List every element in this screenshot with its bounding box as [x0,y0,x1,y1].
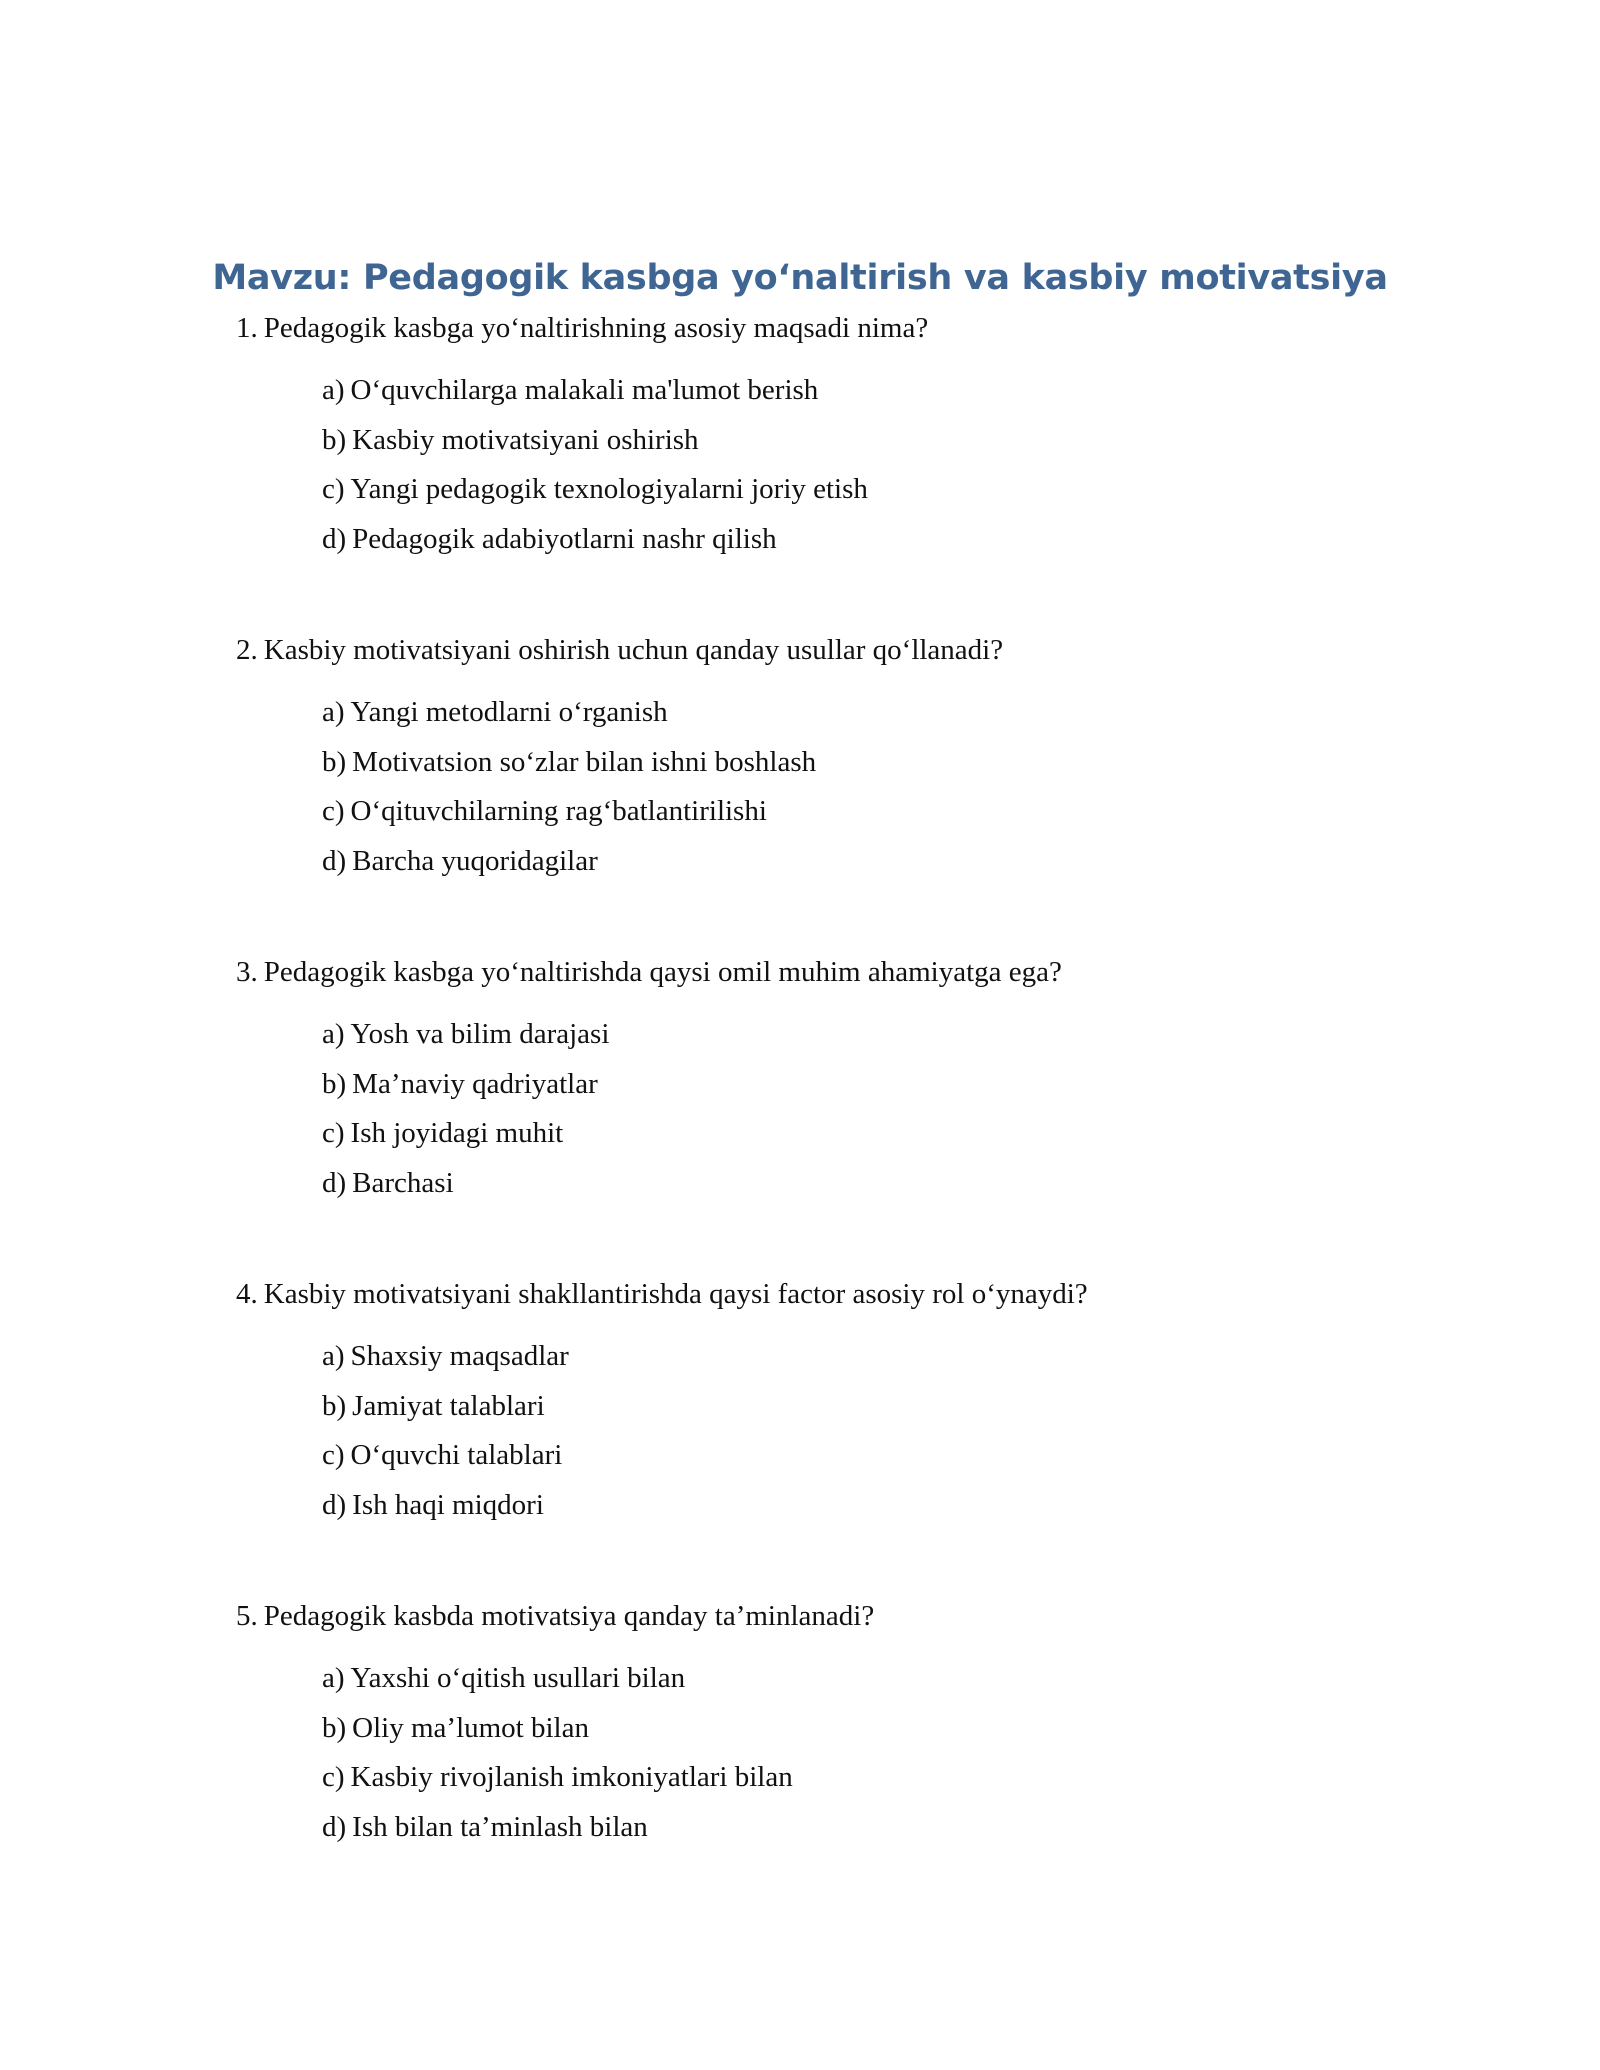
option-text: Yangi metodlarni o‘rganish [350,696,668,728]
question-number: 4. [236,1278,258,1310]
option-c [322,1109,1522,1159]
option-letter: a) [322,1340,345,1372]
option-b [322,416,1522,466]
option-letter: b) [322,745,347,778]
option-text: Ish haqi miqdori [352,1488,544,1521]
option-text: Kasbiy motivatsiyani oshirish [352,423,699,456]
option-d [322,515,1522,565]
option-letter: a) [322,696,345,728]
question-label: Kasbiy motivatsiyani oshirish uchun qanday usullar qo‘llanadi? [263,634,1004,666]
option-text: Ma’naviy qadriyatlar [352,1067,598,1100]
options-list [322,366,1522,564]
option-text: Barcha yuqoridagilar [352,844,598,877]
question-label: Pedagogik kasbda motivatsiya qanday ta’minlanadi? [263,1600,875,1632]
option-letter: d) [322,844,347,877]
question-number: 5. [236,1600,258,1632]
option-text: O‘quvchi talablari [350,1439,563,1471]
options-list [322,1654,1522,1852]
option-letter: d) [322,522,347,555]
option-text: O‘quvchilarga malakali ma'lumot berish [350,374,819,406]
option-letter: b) [322,1711,347,1744]
option-text: Kasbiy rivojlanish imkoniyatlari bilan [350,1761,793,1793]
option-letter: b) [322,1389,347,1422]
option-c [322,1753,1522,1803]
option-letter: d) [322,1488,347,1521]
question-3 [236,952,1436,1199]
question-2 [236,630,1436,877]
option-a [322,1332,1522,1382]
option-d [322,1803,1522,1853]
options-list [322,688,1522,886]
option-text: O‘qituvchilarning rag‘batlantirilishi [350,795,767,827]
option-a [322,1654,1522,1704]
option-d [322,837,1522,887]
option-text: Ish joyidagi muhit [350,1117,564,1149]
option-c [322,1431,1522,1481]
question-number: 2. [236,634,258,666]
option-d [322,1159,1522,1209]
option-text: Shaxsiy maqsadlar [350,1340,569,1372]
options-list [322,1010,1522,1208]
option-text: Jamiyat talablari [352,1389,545,1422]
option-letter: b) [322,1067,347,1100]
document-title: Mavzu: Pedagogik kasbga yo‘naltirish va kasbiy motivatsiya [212,258,1388,298]
option-text: Yangi pedagogik texnologiyalarni joriy etish [350,473,868,505]
question-number: 1. [236,312,258,344]
question-5 [236,1596,1436,1843]
option-letter: c) [322,1117,345,1149]
option-text: Pedagogik adabiyotlarni nashr qilish [352,522,777,555]
option-text: Yosh va bilim darajasi [350,1018,610,1050]
question-label: Kasbiy motivatsiyani shakllantirishda qaysi factor asosiy rol o‘ynaydi? [263,1278,1088,1310]
option-letter: c) [322,1761,345,1793]
option-c [322,465,1522,515]
question-text [236,952,1436,992]
option-letter: d) [322,1810,347,1843]
question-text [236,1596,1436,1636]
option-b [322,1060,1522,1110]
question-text [236,630,1436,670]
option-text: Motivatsion so‘zlar bilan ishni boshlash [352,745,817,778]
option-text: Barchasi [352,1166,454,1199]
option-letter: a) [322,1662,345,1694]
question-4 [236,1274,1436,1521]
options-list [322,1332,1522,1530]
option-d [322,1481,1522,1531]
option-letter: a) [322,1018,345,1050]
question-label: Pedagogik kasbga yo‘naltirishning asosiy maqsadi nima? [263,312,929,344]
option-text: Oliy ma’lumot bilan [352,1711,589,1744]
option-letter: b) [322,423,347,456]
option-a [322,688,1522,738]
option-c [322,787,1522,837]
option-text: Ish bilan ta’minlash bilan [352,1810,648,1843]
option-letter: a) [322,374,345,406]
option-b [322,1382,1522,1432]
option-letter: c) [322,1439,345,1471]
question-text [236,308,1436,348]
option-a [322,1010,1522,1060]
option-b [322,1704,1522,1754]
option-b [322,738,1522,788]
option-letter: c) [322,795,345,827]
question-1 [236,308,1436,555]
question-number: 3. [236,956,258,988]
option-letter: c) [322,473,345,505]
option-a [322,366,1522,416]
option-letter: d) [322,1166,347,1199]
option-text: Yaxshi o‘qitish usullari bilan [350,1662,686,1694]
question-label: Pedagogik kasbga yo‘naltirishda qaysi omil muhim ahamiyatga ega? [263,956,1062,988]
question-text [236,1274,1436,1314]
